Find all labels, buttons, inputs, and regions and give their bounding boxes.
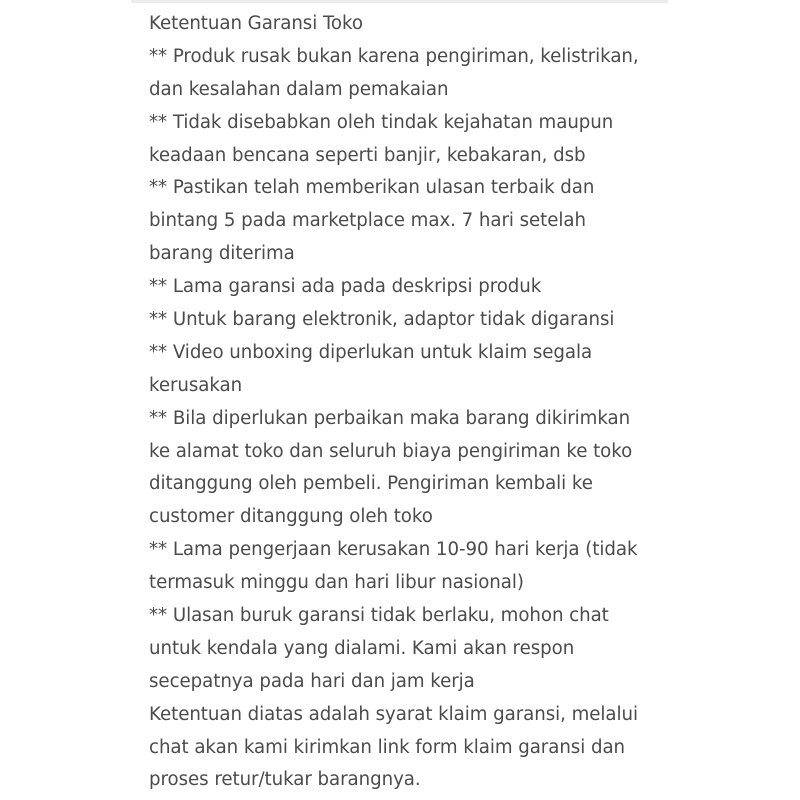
text-line: untuk kendala yang dialami. Kami akan respon (149, 637, 575, 659)
text-line: ** Ulasan buruk garansi tidak berlaku, mohon chat (149, 605, 609, 627)
text-line: ke alamat toko dan seluruh biaya pengiriman ke toko (149, 440, 633, 462)
text-line: barang diterima (149, 243, 295, 265)
text-line: proses retur/tukar barangnya. (149, 769, 421, 791)
text-line: ** Pastikan telah memberikan ulasan terbaik dan (149, 177, 595, 199)
text-line: secepatnya pada hari dan jam kerja (149, 670, 475, 692)
text-line: ditanggung oleh pembeli. Pengiriman kembali ke (149, 473, 593, 495)
text-line: ** Produk rusak bukan karena pengiriman, kelistrikan, (149, 45, 639, 67)
text-line: dan kesalahan dalam pemakaian (149, 78, 449, 100)
text-line: customer ditanggung oleh toko (149, 506, 433, 528)
text-line: chat akan kami kirimkan link form klaim garansi dan (149, 736, 626, 758)
text-line: bintang 5 pada marketplace max. 7 hari setelah (149, 210, 586, 232)
text-line: ** Untuk barang elektronik, adaptor tidak digaransi (149, 309, 615, 331)
text-line: ** Lama pengerjaan kerusakan 10-90 hari kerja (tidak (149, 539, 638, 561)
text-line: ** Bila diperlukan perbaikan maka barang dikirimkan (149, 407, 631, 429)
text-line: kerusakan (149, 374, 243, 396)
text-line: Ketentuan diatas adalah syarat klaim garansi, melalui (149, 703, 639, 725)
text-line: keadaan bencana seperti banjir, kebakaran, dsb (149, 144, 586, 166)
text-line: ** Tidak disebabkan oleh tindak kejahatan maupun (149, 111, 614, 133)
text-line: ** Lama garansi ada pada deskripsi produk (149, 276, 542, 298)
warranty-terms-text (149, 8, 664, 797)
document-heading: Ketentuan Garansi Toko (149, 13, 363, 34)
text-line: termasuk minggu dan hari libur nasional) (149, 572, 524, 594)
text-line: ** Video unboxing diperlukan untuk klaim segala (149, 341, 593, 363)
